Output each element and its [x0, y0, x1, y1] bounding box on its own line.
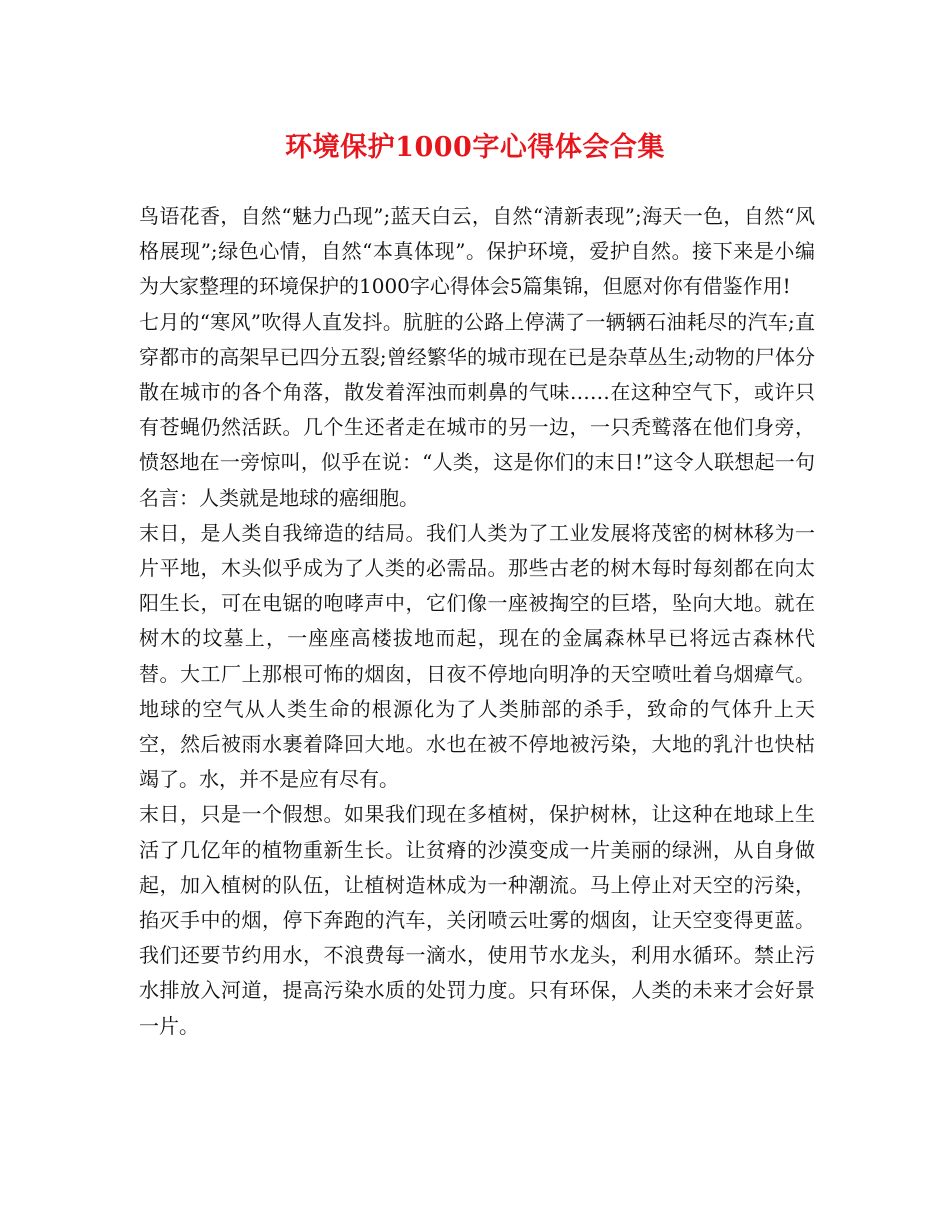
document-title: 环境保护1000字心得体会合集 — [285, 132, 665, 163]
paragraph-doomsday-hypothesis: 末日，只是一个假想。如果我们现在多植树，保护树林，让这种在地球上生活了几亿年的植物重新生长。让贫瘠的沙漠变成一片美丽的绿洲，从自身做起，加入植树的队伍，让植树造林成为一种潮流。马上停止对天空的污染，掐灭手中的烟，停下奔跑的汽车，关闭喷云吐雾的烟囱，让天空变得更蓝。我们还要节约用水，不浪费每一滴水，使用节水龙头，利用水循环。禁止污水排放入河道，提高污染水质的处罚力度。只有环保，人类的未来才会好景一片。 — [139, 802, 815, 1038]
paragraph-july-wind: 七月的“寒风”吹得人直发抖。肮脏的公路上停满了一辆辆石油耗尽的汽车;直穿都市的高架早已四分五裂;曾经繁华的城市现在已是杂草丛生;动物的尸体分散在城市的各个角落，散发着浑浊而刺鼻的气味……在这种空气下，或许只有苍蝇仍然活跃。几个生还者走在城市的另一边，一只秃鹫落在他们身旁，愤怒地在一旁惊叫，似乎在说：“人类，这是你们的末日!”这令人联想起一句名言：人类就是地球的癌细胞。 — [139, 309, 815, 510]
paragraph-intro: 鸟语花香，自然“魅力凸现”;蓝天白云，自然“清新表现”;海天一色，自然“风格展现”;绿色心情，自然“本真体现”。保护环境，爱护自然。接下来是小编为大家整理的环境保护的1000字心得体会5篇集锦，但愿对你有借鉴作用! — [139, 204, 815, 299]
document-body — [139, 199, 815, 1044]
paragraph-doomsday-cause: 末日，是人类自我缔造的结局。我们人类为了工业发展将茂密的树林移为一片平地，木头似乎成为了人类的必需品。那些古老的树木每时每刻都在向太阳生长，可在电锯的咆哮声中，它们像一座被掏空的巨塔，坠向大地。就在树木的坟墓上，一座座高楼拔地而起，现在的金属森林早已将远古森林代替。大工厂上那根可怖的烟囱，日夜不停地向明净的天空喷吐着乌烟瘴气。地球的空气从人类生命的根源化为了人类肺部的杀手，致命的气体升上天空，然后被雨水裹着降回大地。水也在被不停地被污染，大地的乳汁也快枯竭了。水，并不是应有尽有。 — [139, 520, 815, 792]
